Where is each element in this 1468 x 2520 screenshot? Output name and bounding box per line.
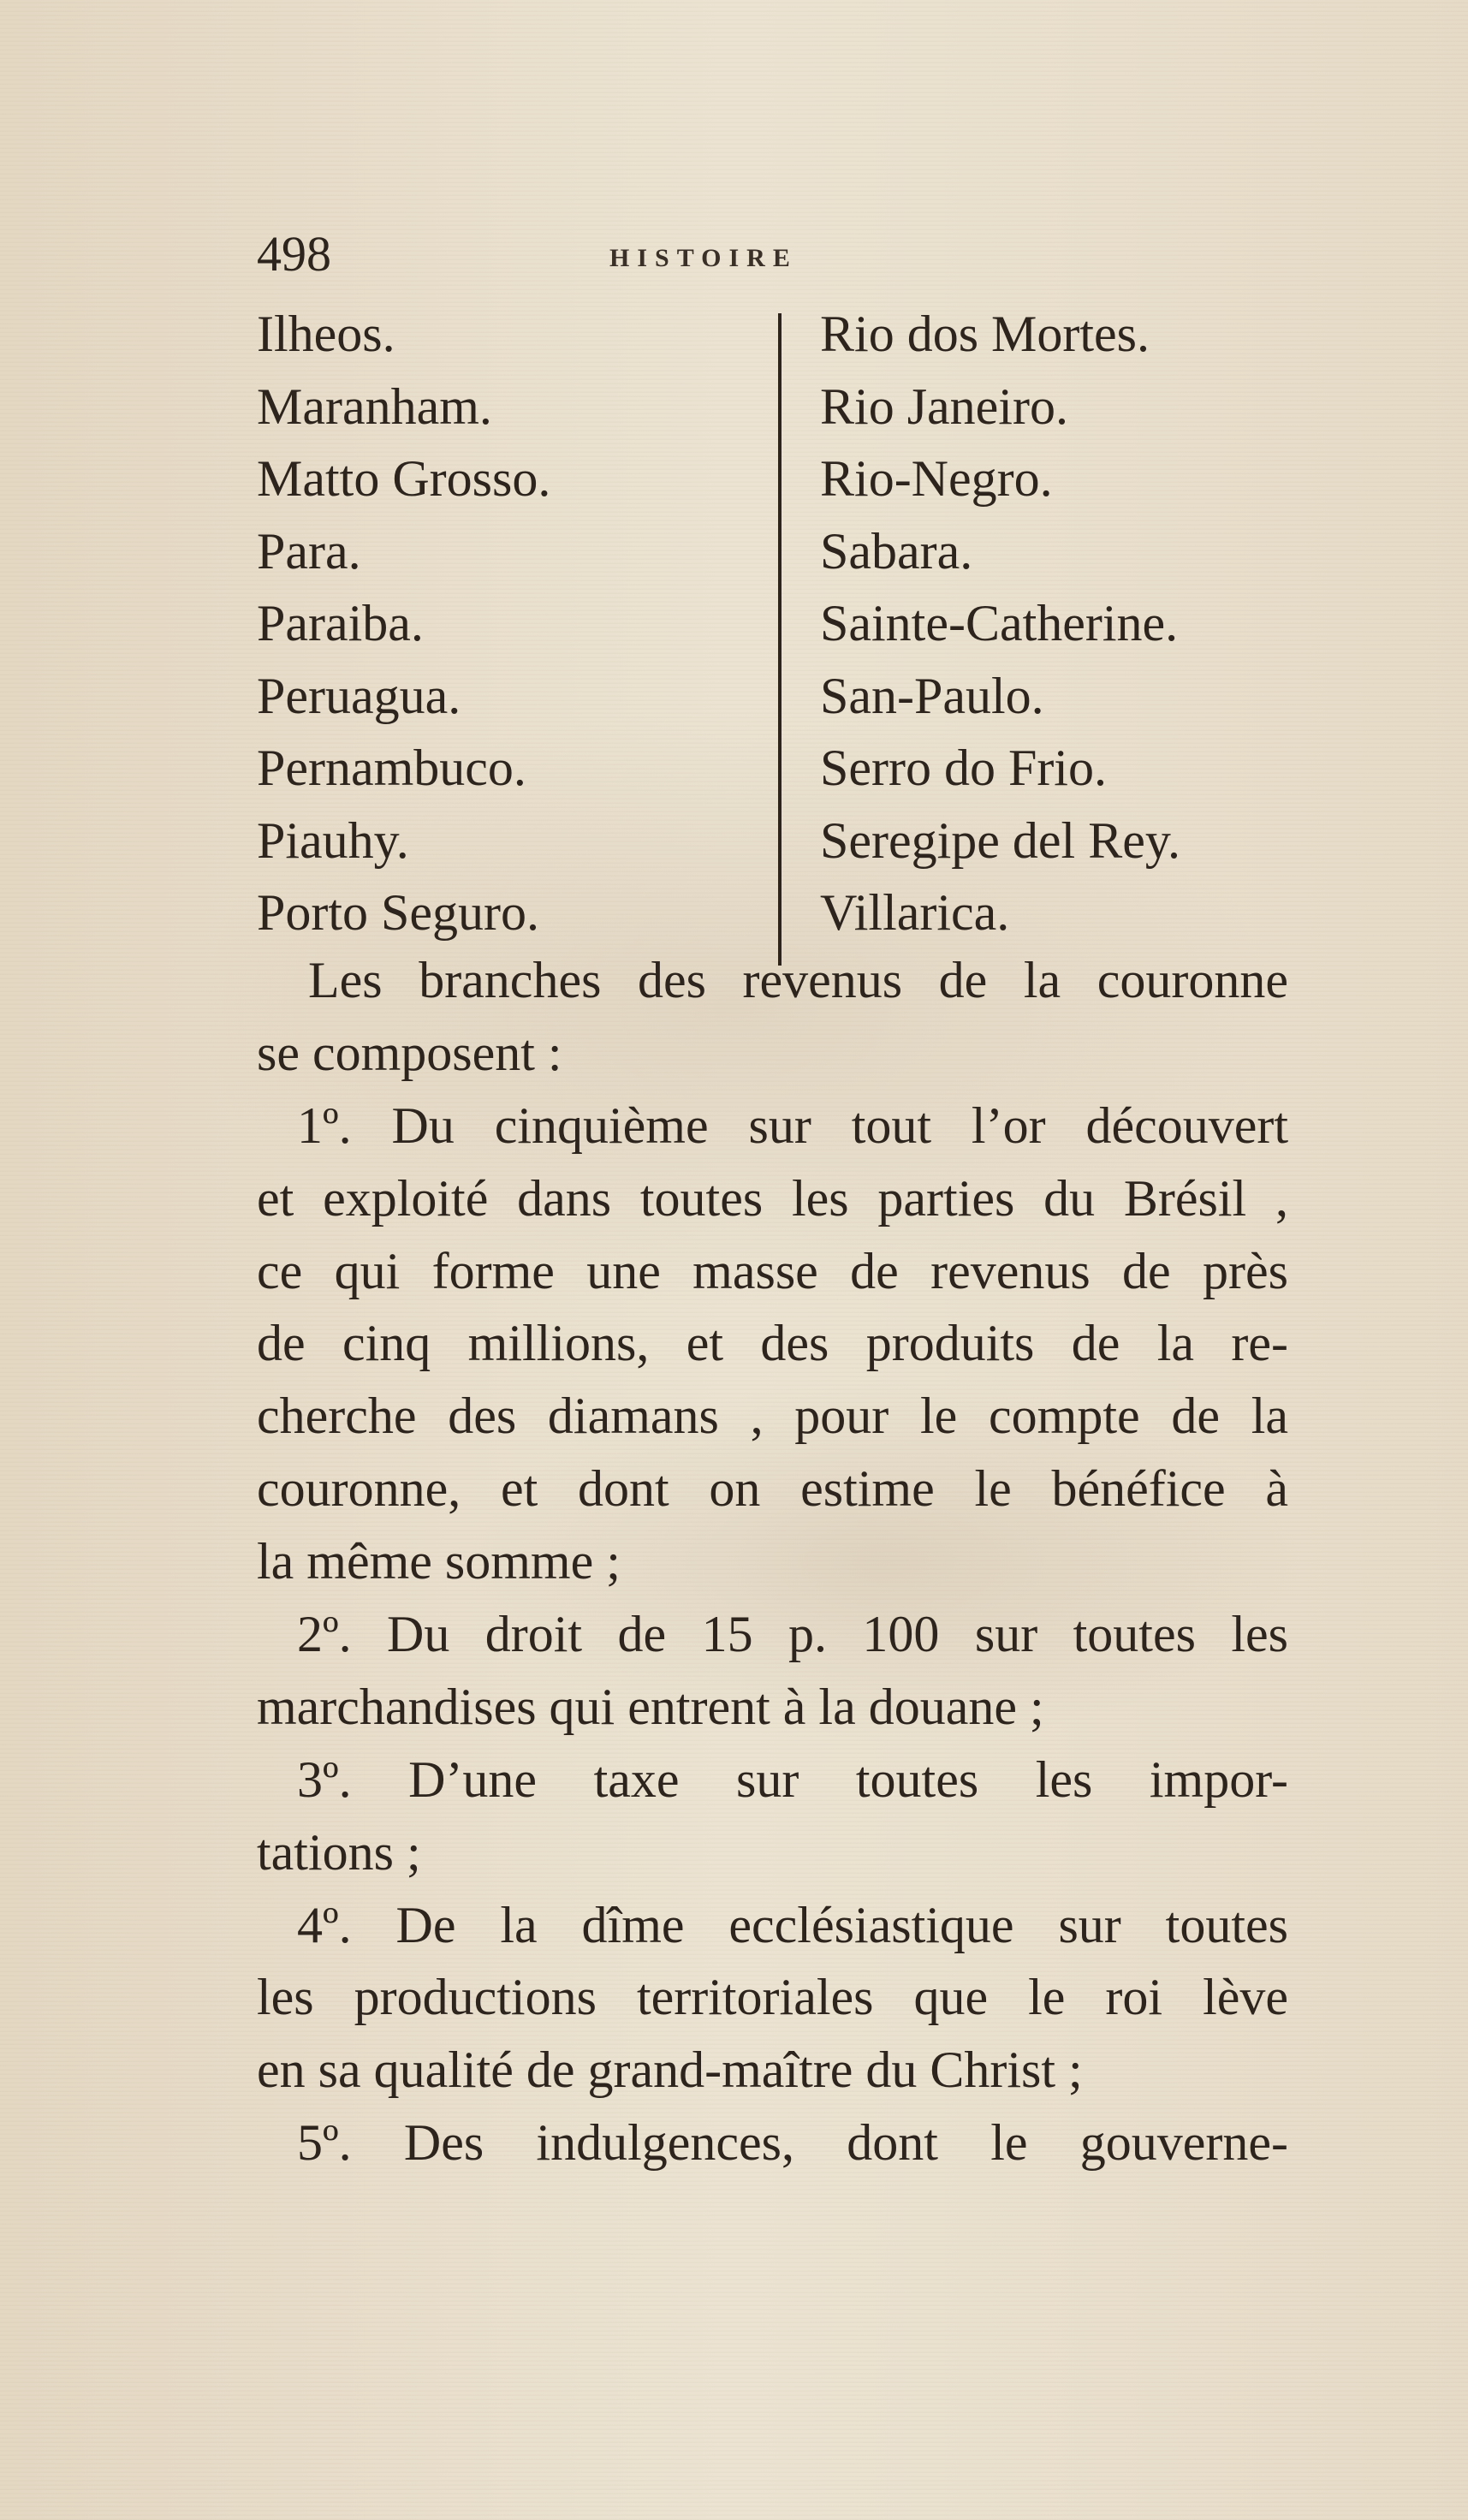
text-line: la même somme ; xyxy=(257,1533,621,1590)
list-item: Porto Seguro. xyxy=(257,884,539,941)
text-line: Les branches des revenus de la couronne xyxy=(308,952,1288,1008)
text-line: 2º. Du droit de 15 p. 100 sur toutes les xyxy=(297,1606,1288,1663)
list-item: Serro do Frio. xyxy=(820,740,1107,796)
list-item: Paraiba. xyxy=(257,595,424,651)
text-line: marchandises qui entrent à la douane ; xyxy=(257,1678,1044,1735)
text-line: cherche des diamans , pour le compte de la xyxy=(257,1388,1288,1445)
list-item: Rio Janeiro. xyxy=(820,377,1068,435)
list-item: Maranham. xyxy=(257,377,492,435)
text-line: couronne, et dont on estime le bénéfice à xyxy=(257,1460,1288,1518)
province-list-left xyxy=(257,298,550,949)
text-line: ce qui forme une masse de revenus de près xyxy=(257,1242,1288,1299)
text-line: 3º. D’une taxe sur toutes les impor- xyxy=(297,1750,1288,1808)
list-item: Peruagua. xyxy=(257,667,461,724)
list-item: Piauhy. xyxy=(257,811,409,869)
text-line: les productions territoriales que le roi lève xyxy=(257,1969,1288,2026)
text-line: 4º. De la dîme ecclésiastique sur toutes xyxy=(297,1896,1288,1953)
list-item: Sainte-Catherine. xyxy=(820,595,1179,651)
text-line: se composent : xyxy=(257,1024,562,1081)
text-line: tations ; xyxy=(257,1823,421,1881)
text-line: en sa qualité de grand-maître du Christ ; xyxy=(257,2042,1083,2099)
list-item: Sabara. xyxy=(820,522,973,579)
text-line: et exploité dans toutes les parties du Brésil , xyxy=(257,1169,1288,1227)
list-item: Pernambuco. xyxy=(257,740,526,796)
province-list-right xyxy=(820,298,1180,949)
body-text xyxy=(257,944,1288,2179)
list-item: Ilheos. xyxy=(257,306,395,362)
list-item: San-Paulo. xyxy=(820,667,1044,724)
page-number: 498 xyxy=(257,226,331,282)
running-title: HISTOIRE xyxy=(609,244,798,272)
list-item: Seregipe del Rey. xyxy=(820,811,1180,869)
list-item: Matto Grosso. xyxy=(257,450,551,507)
list-item: Para. xyxy=(257,522,361,579)
list-item: Rio dos Mortes. xyxy=(820,306,1150,362)
column-divider xyxy=(778,313,782,966)
text-line: 1º. Du cinquième sur tout l’or découvert xyxy=(297,1097,1288,1154)
list-item: Villarica. xyxy=(820,884,1010,941)
text-line: 5º. Des indulgences, dont le gouverne- xyxy=(297,2114,1288,2172)
text-line: de cinq millions, et des produits de la re- xyxy=(257,1315,1288,1372)
list-item: Rio-Negro. xyxy=(820,450,1053,507)
